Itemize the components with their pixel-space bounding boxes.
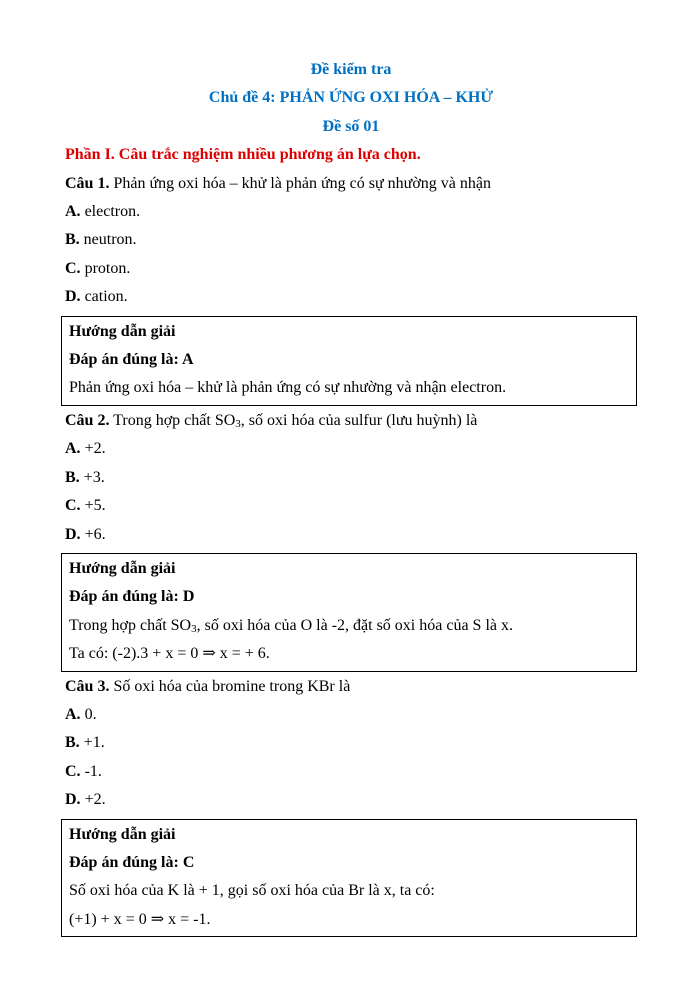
option-text: proton. bbox=[80, 259, 131, 277]
explanation-text-cont: , số oxi hóa của O là -2, đặt số oxi hóa của S là x. bbox=[196, 616, 513, 634]
option-text: +2. bbox=[80, 791, 106, 809]
option-text: cation. bbox=[80, 288, 128, 306]
solution-box-3 bbox=[61, 819, 637, 938]
solution-answer: Đáp án đúng là: C bbox=[69, 853, 195, 871]
question-2-label: Câu 2. bbox=[65, 411, 110, 429]
question-1-label: Câu 1. bbox=[65, 174, 110, 192]
solution-answer: Đáp án đúng là: A bbox=[69, 351, 194, 369]
question-3-text: Số oxi hóa của bromine trong KBr là bbox=[109, 677, 351, 695]
question-1-option-b bbox=[65, 226, 637, 254]
question-1-option-d bbox=[65, 283, 637, 311]
question-1-option-c bbox=[65, 255, 637, 283]
option-text: +3. bbox=[79, 468, 105, 486]
option-text: neutron. bbox=[79, 231, 137, 249]
option-text: +5. bbox=[80, 497, 106, 515]
section-heading: Phần I. Câu trắc nghiệm nhiều phương án lựa chọn. bbox=[65, 146, 421, 164]
question-2-option-b bbox=[65, 464, 637, 492]
option-letter: B. bbox=[65, 468, 80, 486]
formula-subscript: 3 bbox=[235, 417, 241, 430]
doc-exam-number: Đề số 01 bbox=[322, 117, 380, 135]
option-letter: A. bbox=[65, 705, 81, 723]
explanation-text: Trong hợp chất SO bbox=[69, 616, 192, 634]
solution-answer: Đáp án đúng là: D bbox=[69, 588, 195, 606]
option-letter: A. bbox=[65, 440, 81, 458]
solution-explanation bbox=[69, 612, 628, 640]
option-letter: D. bbox=[65, 288, 81, 306]
solution-explanation: Phản ứng oxi hóa – khử là phản ứng có sự nhường và nhận electron. bbox=[69, 379, 507, 397]
solution-box-1 bbox=[61, 316, 637, 406]
formula-subscript: 3 bbox=[191, 622, 197, 635]
option-letter: C. bbox=[65, 762, 81, 780]
option-letter: A. bbox=[65, 203, 81, 221]
option-letter: D. bbox=[65, 791, 81, 809]
question-3-stem bbox=[65, 673, 637, 701]
question-2-text: Trong hợp chất SO bbox=[109, 411, 236, 429]
question-2-option-a bbox=[65, 435, 637, 463]
question-1-option-a bbox=[65, 198, 637, 226]
option-text: electron. bbox=[80, 203, 141, 221]
option-text: +1. bbox=[79, 734, 105, 752]
option-text: +2. bbox=[80, 440, 106, 458]
question-1-stem bbox=[65, 170, 637, 198]
doc-topic-title: Chủ đề 4: PHẢN ỨNG OXI HÓA – KHỬ bbox=[208, 89, 494, 107]
question-2-text-cont: , số oxi hóa của sulfur (lưu huỳnh) là bbox=[240, 411, 478, 429]
solution-explanation: Số oxi hóa của K là + 1, gọi số oxi hóa của Br là x, ta có: bbox=[69, 882, 435, 900]
option-letter: B. bbox=[65, 231, 80, 249]
option-text: 0. bbox=[80, 705, 97, 723]
option-letter: C. bbox=[65, 259, 81, 277]
solution-heading: Hướng dẫn giải bbox=[69, 825, 176, 843]
solution-heading: Hướng dẫn giải bbox=[69, 559, 176, 577]
question-1-text: Phản ứng oxi hóa – khử là phản ứng có sự nhường và nhận bbox=[109, 174, 491, 192]
question-2-option-c bbox=[65, 492, 637, 520]
question-2-option-d bbox=[65, 521, 637, 549]
question-3-option-b bbox=[65, 729, 637, 757]
question-2-stem bbox=[65, 407, 637, 435]
option-text: -1. bbox=[80, 762, 102, 780]
doc-title: Đề kiểm tra bbox=[310, 61, 392, 78]
option-letter: B. bbox=[65, 734, 80, 752]
question-3-option-d bbox=[65, 786, 637, 814]
question-3-option-c bbox=[65, 758, 637, 786]
question-3-label: Câu 3. bbox=[65, 677, 110, 695]
question-3-option-a bbox=[65, 701, 637, 729]
option-text: +6. bbox=[80, 525, 106, 543]
option-letter: D. bbox=[65, 525, 81, 543]
solution-box-2 bbox=[61, 553, 637, 672]
solution-equation: (+1) + x = 0 ⇒ x = -1. bbox=[69, 910, 211, 928]
solution-heading: Hướng dẫn giải bbox=[69, 322, 176, 340]
option-letter: C. bbox=[65, 497, 81, 515]
solution-equation: Ta có: (-2).3 + x = 0 ⇒ x = + 6. bbox=[69, 645, 270, 663]
